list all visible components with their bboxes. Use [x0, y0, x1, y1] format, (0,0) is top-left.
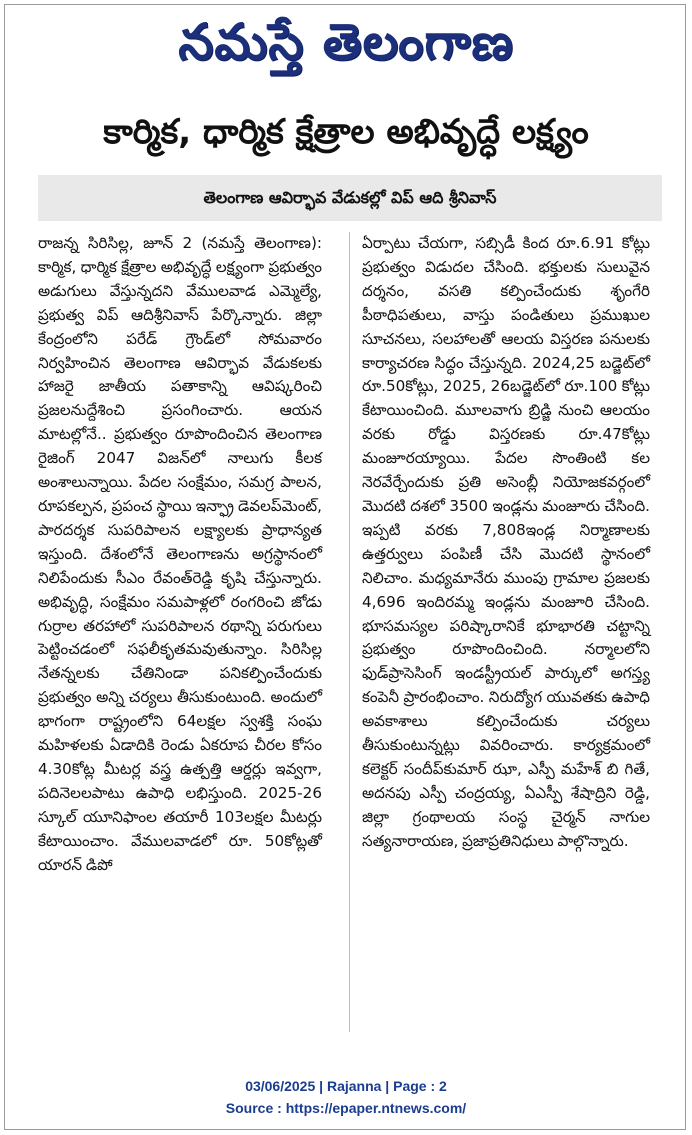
- column-divider: [349, 232, 350, 1032]
- article-subheadline: తెలంగాణ ఆవిర్భావ వేడుకల్లో విప్ ఆది శ్రీనివాస్: [203, 188, 497, 207]
- article-headline: కార్మిక, ధార్మిక క్షేత్రాల అభివృద్ధే లక్ష్యం: [103, 112, 589, 152]
- newspaper-masthead: నమస్తే తెలంగాణ: [178, 12, 514, 71]
- footer-date-edition: 03/06/2025 | Rajanna | Page : 2: [245, 1078, 447, 1094]
- subheadline-band: [38, 175, 662, 221]
- footer-source: Source : https://epaper.ntnews.com/: [225, 1100, 467, 1116]
- article-column-left: [38, 232, 322, 877]
- article-body-left: రాజన్న సిరిసిల్ల, జూన్ 2 (నమస్తే తెలంగాణ): కార్మిక, ధార్మిక క్షేత్రాల అభివృద్ధే లక్ష్యంగా ప్రభుత్వం అడుగులు వేస్తున్నదని వేములవాడ ఎమ్మెల్యే, ప్రభుత్వ విప్ ఆదిశ్రీనివాస్ పేర్కొన్నారు. జిల్లా కేంద్రంలోని పరేడ్ గ్రౌండ్‌లో సోమవారం నిర్వహించిన తెలంగాణ ఆవిర్భావ వేడుకలకు హాజరై జాతీయ పతాకాన్ని ఆవిష్కరించి ప్రజలనుద్దేశించి ప్రసంగించారు. ఆయన మాటల్లోనే.. ప్రభుత్వం రూపొందించిన తెలంగాణ రైజింగ్ 2047 విజన్‌లో నాలుగు కీలక అంశాలున్నాయి. పేదల సంక్షేమం, సమగ్ర పాలన, రూపకల్పన, ప్రపంచ స్థాయి ఇన్ఫ్రా డెవలప్‌మెంట్, పారదర్శక సుపరిపాలన లక్ష్యాలకు ప్రాధాన్యత ఇస్తుంది. దేశంలోనే తెలంగాణను అగ్రస్థానంలో నిలిపేందుకు సీఎం రేవంత్‌రెడ్డి కృషి చేస్తున్నారు. అభివృద్ధి, సంక్షేమం సమపాళ్లలో రంగరించి జోడు గుర్రాల తరహాలో సుపరిపాలన రథాన్ని పరుగులు పెట్టించడంలో సఫలీకృతమవుతున్నాం. సిరిసిల్ల నేతన్నలకు చేతినిండా పనికల్పించేందుకు ప్రభుత్వం అన్ని చర్యలు తీసుకుంటుంది. అందులో భాగంగా రాష్ట్రంలోని 64లక్షల స్వశక్తి సంఘ మహిళలకు ఏడాదికి రెండు ఏకరూప చీరల కోసం 4.30కోట్ల మీటర్ల వస్త్ర ఉత్పత్తి ఆర్డర్లు ఇవ్వగా, పదినెలలపాటు ఉపాధి లభిస్తుంది. 2025-26 స్కూల్ యూనిఫాంల తయారీ 103లక్షల మీటర్లు కేటాయించాం. వేములవాడలో రూ. 50కోట్లతో యారన్ డిపో: [38, 234, 322, 874]
- article-body-right: ఏర్పాటు చేయగా, సబ్సిడీ కింద రూ.6.91 కోట్లు ప్రభుత్వం విడుదల చేసింది. భక్తులకు సులువైన దర్శనం, వసతి కల్పించేందుకు శృంగేరి పీఠాధిపతులు, వాస్తు పండితులు ప్రముఖుల సూచనలు, సలహాలతో ఆలయ విస్తరణ పనులకు కార్యాచరణ సిద్ధం చేస్తున్నది. 2024,25 బడ్జెట్‌లో రూ.50కోట్లు, 2025, 26బడ్జెట్‌లో రూ.100 కోట్లు కేటాయించింది. మూలవాగు బ్రిడ్జి నుంచి ఆలయం వరకు రోడ్డు విస్తరణకు రూ.47కోట్లు మంజూరయ్యాయి. పేదల సొంతింటి కల నెరవేర్చేందుకు ప్రతి అసెంబ్లీ నియోజకవర్గంలో మొదటి దశలో 3500 ఇండ్లను మంజూరు చేసింది. ఇప్పటి వరకు 7,808ఇండ్ల నిర్మాణాలకు ఉత్తర్వులు పంపిణీ చేసి మొదటి స్థానంలో నిలిచాం. మధ్యమానేరు ముంపు గ్రామాల ప్రజలకు 4,696 ఇందిరమ్మ ఇండ్లను మంజూరి చేసింది. భూసమస్యల పరిష్కారానికే భూభారతి చట్టాన్ని ప్రభుత్వం రూపొందించింది. నర్మాలలోని ఫుడ్‌ప్రాసెసింగ్ ఇండస్ట్రీయల్ పార్కులో అగస్త్య కంపెనీ ప్రారంభించాం. నిరుద్యోగ యువతకు ఉపాధి అవకాశాలు కల్పించేందుకు చర్యలు తీసుకుంటున్నట్లు వివరించారు. కార్యక్రమంలో కలెక్టర్ సందీప్‌కుమార్ ఝా, ఎస్పీ మహేశ్ బి గితే, అదనపు ఎస్పీ చంద్రయ్య, ఏఎస్పీ శేషాద్రిని రెడ్డి, జిల్లా గ్రంథాలయ సంస్థ చైర్మన్ నాగుల సత్యనారాయణ, ప్రజాప్రతినిధులు పాల్గొన్నారు.: [362, 234, 650, 850]
- article-column-right: [362, 232, 650, 854]
